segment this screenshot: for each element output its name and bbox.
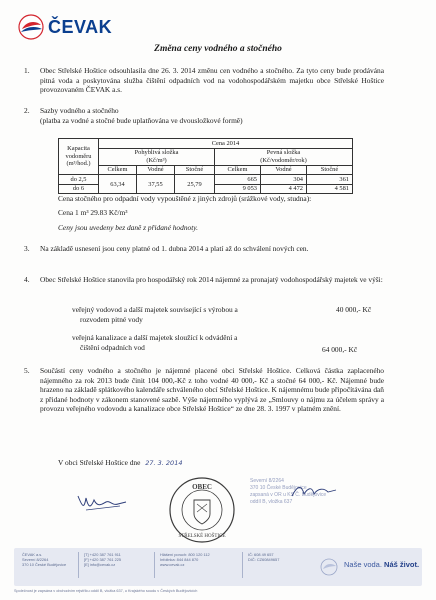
header-celkem: Celkem xyxy=(99,165,137,175)
price-table xyxy=(58,138,353,194)
row2-pevna-stocne: 4 581 xyxy=(307,184,353,194)
header-year: Cena 2014 xyxy=(99,139,353,149)
item-5-text: Součástí ceny vodného a stočného je nájemné placené obci Střelské Hoštice. Celková částka zaplaceného nájemného za rok 2013 bude činit 104 000,-Kč z toho vodné 40 000,- Kč a stočné 64 000,- Kč. Nájemné bude hrazeno na základě splátkového kalendáře schváleného obcí Střelské Hoštice. K nájemnému bude připočítávána daň z přidané hodnoty v zákonem stanovené sazbě. Výše nájemného vyplývá ze „Smlouvy o nájmu za účelem správy a provozu veřejného vodovodu a kanalizace obce Střelské Hoštice“ ze dne 28. 3. 1997 v platném znění. xyxy=(40,366,384,414)
page-footer xyxy=(0,548,436,600)
company-stamp-line-4: oddíl B, vložka 637 xyxy=(250,499,293,505)
row1-pevna-celkem: 665 xyxy=(215,175,261,185)
footer-phone: [T] +420 387 761 911 [F] +420 387 761 225 [E] info@cevak.cz xyxy=(84,552,122,568)
row1-pevna-stocne: 361 xyxy=(307,175,353,185)
header-stocne-pevna: Stočné xyxy=(307,165,353,175)
item-5-number: 5. xyxy=(24,366,30,375)
header-vodne-pevna: Vodné xyxy=(261,165,307,175)
footer-divider xyxy=(154,552,155,578)
item-3 xyxy=(24,244,384,254)
item-3-text: Na základě usnesení jsou ceny platné od 1. dubna 2014 a platí až do schválení nových cen. xyxy=(40,244,309,253)
municipality-stamp xyxy=(168,476,236,544)
row1-pevna-vodne: 304 xyxy=(261,175,307,185)
director-signature xyxy=(290,482,340,502)
stamp-bottom-text: STŘELSKÉ HOŠTICE xyxy=(178,534,226,539)
company-stamp-line-2: 370 10 České Budějovice xyxy=(250,485,307,491)
header-vodne: Vodné xyxy=(137,165,175,175)
header-kapacita: Kapacita vodoměru (m³/hod.) xyxy=(59,139,99,175)
footer-registration-note: Společnost je zapsána v obchodním rejstříku oddíl B, vložka 637, u Krajského soudu v Českých Budějovicích xyxy=(14,589,198,593)
company-stamp-line-3: zapsaná v OR u KS Č. Budějovice xyxy=(250,492,327,498)
price-note: Ceny jsou uvedeny bez daně z přidané hodnoty. xyxy=(58,223,198,232)
footer-contact-box xyxy=(14,548,422,586)
pohybliva-celkem: 63,34 xyxy=(99,175,137,194)
rent-water-value: 40 000,- Kč xyxy=(336,305,372,314)
header-stocne: Stočné xyxy=(175,165,215,175)
footer-ids: IČ: 608 49 657 DIČ: CZ60849657 xyxy=(248,552,280,563)
stamp-top-text: OBEC xyxy=(192,483,212,491)
rent-sewer-value: 64 000,- Kč xyxy=(322,345,358,354)
footer-divider xyxy=(78,552,79,578)
item-4-number: 4. xyxy=(24,275,30,284)
brand-name: ČEVAK xyxy=(48,16,113,37)
place-date-text: V obci Střelské Hoštice dne xyxy=(58,458,141,467)
rent-sewer-label: veřejná kanalizace a další majetek sloužící k odvádění a čištění odpadních vod xyxy=(72,333,238,352)
item-2-number: 2. xyxy=(24,106,30,115)
place-date-line xyxy=(58,458,182,469)
item-5 xyxy=(24,366,384,414)
item-2-heading: Sazby vodného a stočného xyxy=(40,106,119,115)
footer-divider xyxy=(242,552,243,578)
item-2 xyxy=(24,106,384,125)
handwritten-date: 27. 3. 2014 xyxy=(145,459,183,467)
header-celkem-pevna: Celkem xyxy=(215,165,261,175)
item-1-number: 1. xyxy=(24,66,30,75)
pohybliva-vodne: 37,55 xyxy=(137,175,175,194)
srazky-text: Cena stočného pro odpadní vody vypouštěné z jiných zdrojů (srážkové vody, studna): xyxy=(58,194,312,203)
item-1 xyxy=(24,66,384,95)
footer-slogan: Naše voda. Náš život. xyxy=(344,560,420,569)
pohybliva-stocne: 25,79 xyxy=(175,175,215,194)
item-4-text: Obec Střelské Hoštice stanovila pro hospodářský rok 2014 nájemné za pronajatý vodohospodářský majetek ve výši: xyxy=(40,275,383,284)
footer-hotline: Hlášení poruch: 800 120 112 Infolinka: 844 844 870 www.cevak.cz xyxy=(160,552,210,568)
cevak-logo xyxy=(18,14,112,40)
cena-srazky: Cena 1 m³ 29.83 Kč/m³ xyxy=(58,208,128,217)
mayor-signature xyxy=(76,490,146,518)
header-pohybliva: Pohyblivá složka (Kč/m³) xyxy=(99,148,215,165)
header-pevna: Pevná složka (Kč/vodoměr/rok) xyxy=(215,148,353,165)
rent-water-label: veřejný vodovod a další majetek související s výrobou a rozvodem pitné vody xyxy=(72,305,238,324)
drop-swirl-icon xyxy=(320,558,338,576)
company-stamp-line-1: Severní 8/2264 xyxy=(250,478,284,484)
item-1-text: Obec Střelské Hoštice odsouhlasila dne 26. 3. 2014 změnu cen vodného a stočného. Za tyto ceny bude prodávána pitná voda a poskytována služba čištění odpadních vod na vodohospodářském majetku obce Střelské Hoštice provozovaném ČEVAK a.s. xyxy=(40,66,384,95)
row2-pevna-celkem: 9 053 xyxy=(215,184,261,194)
row1-kapacita: do 2,5 xyxy=(59,175,99,185)
row2-pevna-vodne: 4 472 xyxy=(261,184,307,194)
item-2-subheading: (platba za vodné a stočné bude uplatňována ve dvousložkové formě) xyxy=(40,115,243,125)
item-4 xyxy=(24,275,384,285)
drop-swirl-icon xyxy=(18,14,44,40)
row2-kapacita: do 6 xyxy=(59,184,99,194)
footer-address: ČEVAK a.s. Severní 8/2264 370 10 České Budějovice xyxy=(22,552,67,568)
document-title: Změna ceny vodného a stočného xyxy=(154,44,282,54)
item-3-number: 3. xyxy=(24,244,30,253)
